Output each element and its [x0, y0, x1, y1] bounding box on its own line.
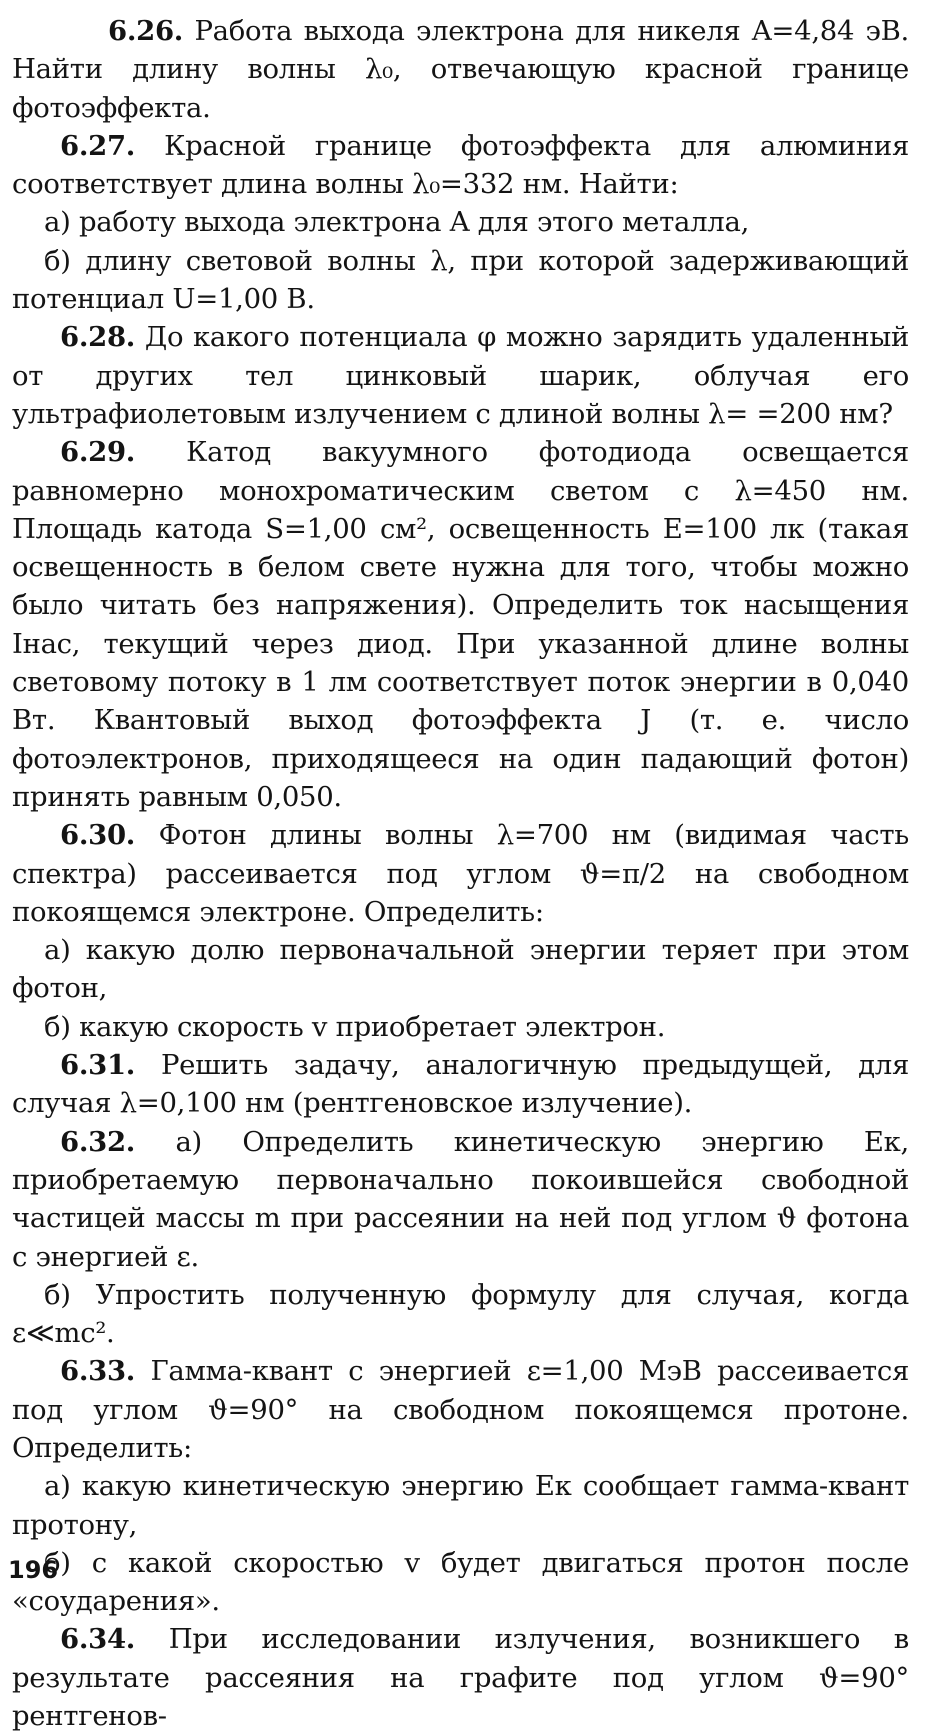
problem-number: 6.33. — [60, 1355, 136, 1388]
problem-number: 6.30. — [60, 819, 136, 852]
problem-6-30-item-b: б) какую скорость v приобретает электрон. — [44, 1010, 666, 1043]
problem-text: При исследовании излучения, возникшего в результате рассеяния на графите под углом ϑ=90° рентгенов- — [12, 1623, 909, 1733]
problem-6-31 — [12, 1046, 909, 1123]
problem-number: 6.31. — [60, 1049, 136, 1082]
problem-text: Гамма-квант с энергией ε=1,00 МэВ рассеивается под углом ϑ=90° на свободном покоящемся протоне. Определить: — [12, 1355, 909, 1464]
problem-list — [12, 12, 909, 1735]
problem-number: 6.28. — [60, 321, 136, 354]
problem-6-30-item-a: а) какую долю первоначальной энергии теряет при этом фотон, — [12, 934, 909, 1005]
problem-6-32-item-b: б) Упростить полученную формулу для случая, когда ε≪mc². — [12, 1278, 909, 1350]
problem-6-29 — [12, 433, 909, 816]
problem-6-26 — [12, 12, 909, 127]
problem-number: 6.32. — [60, 1125, 136, 1158]
problem-6-33-item-b: б) с какой скоростью v будет двигаться протон после «соударения». — [12, 1546, 909, 1618]
problem-text: До какого потенциала φ можно зарядить удаленный от других тел цинковый шарик, облучая его ультрафиолетовым излучением с длиной волны λ= =200 нм? — [12, 321, 909, 430]
problem-text: а) Определить кинетическую энергию Eк, приобретаемую первоначально покоившейся свободной частицей массы m при рассеянии на ней под углом ϑ фотона с энергией ε. — [12, 1125, 909, 1273]
problem-text: Решить задачу, аналогичную предыдущей, для случая λ=0,100 нм (рентгеновское излучение). — [12, 1049, 909, 1120]
problem-6-32 — [12, 1123, 909, 1276]
problem-6-27 — [12, 127, 909, 204]
problem-text: Фотон длины волны λ=700 нм (видимая часть спектра) рассеивается под углом ϑ=π/2 на свободном покоящемся электроне. Определить: — [12, 819, 909, 928]
problem-text: Работа выхода электрона для никеля A=4,84 эВ. Найти длину волны λ₀, отвечающую красной границе фотоэффекта. — [12, 15, 909, 124]
problem-text: Красной границе фотоэффекта для алюминия соответствует длина волны λ₀=332 нм. Найти: — [12, 129, 909, 201]
problem-6-30 — [12, 816, 909, 931]
problem-number: 6.34. — [60, 1623, 136, 1656]
problem-6-34 — [12, 1620, 909, 1735]
problem-6-33 — [12, 1352, 909, 1467]
problem-6-27-item-b: б) длину световой волны λ, при которой задерживающий потенциал U=1,00 В. — [12, 244, 909, 316]
problem-number: 6.29. — [60, 436, 136, 469]
problem-text: Катод вакуумного фотодиода освещается равномерно монохроматическим светом с λ=450 нм. Площадь катода S=1,00 см², освещенность E=100 лк (такая освещенность в белом свете нужна для того, чтобы можно было читать без напряжения). Определить ток насыщения Iнас, текущий через диод. При указанной длине волны световому потоку в 1 лм соответствует поток энергии в 0,040 Вт. Квантовый выход фотоэффекта J (т. е. число фотоэлектронов, приходящееся на один падающий фотон) принять равным 0,050. — [12, 436, 909, 813]
problem-number: 6.27. — [60, 129, 136, 162]
problem-number: 6.26. — [108, 15, 184, 47]
problem-6-27-item-a: а) работу выхода электрона A для этого металла, — [44, 206, 750, 239]
problem-6-28 — [12, 318, 909, 433]
page-number: 196 — [8, 1556, 59, 1584]
problem-6-33-item-a: а) какую кинетическую энергию Eк сообщает гамма-квант протону, — [12, 1470, 909, 1541]
